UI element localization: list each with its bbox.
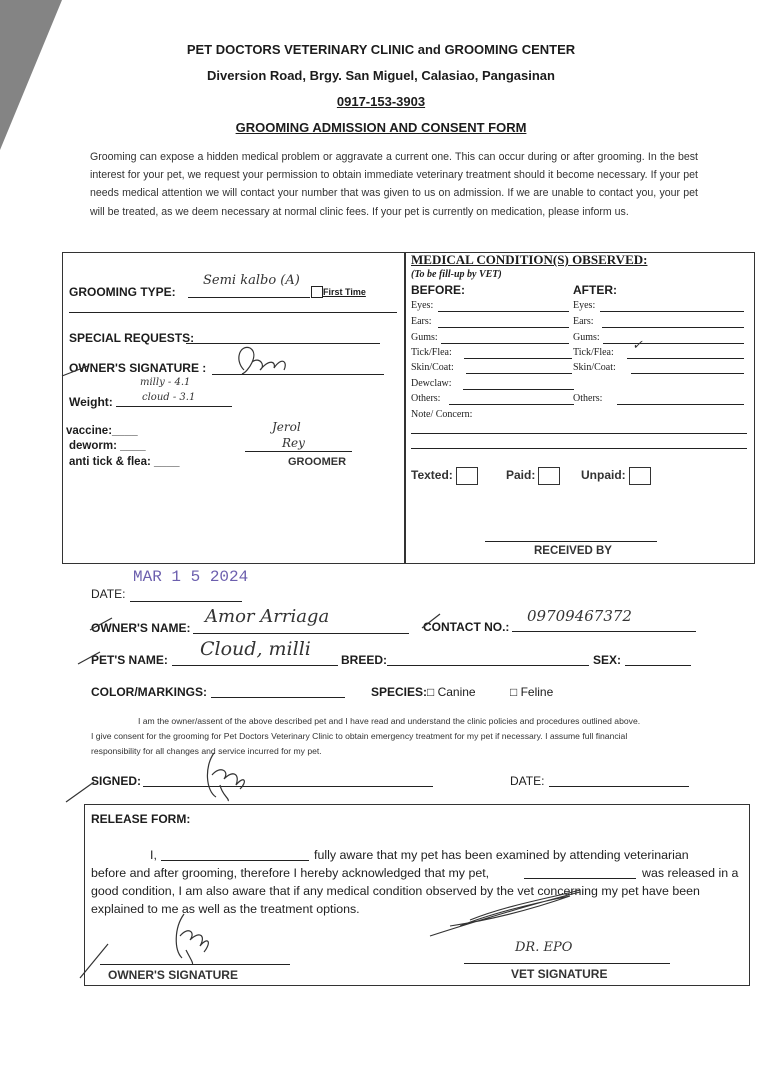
- texted-field[interactable]: [411, 467, 478, 485]
- signed-tick: [64, 778, 104, 804]
- after-item-label: Others:: [573, 393, 603, 404]
- owner-signature-scribble: [230, 340, 300, 380]
- before-item-label: Gums:: [411, 332, 438, 343]
- contact-line: [512, 631, 696, 632]
- after-item-label: Skin/Coat:: [573, 362, 616, 373]
- release-name-line: [161, 860, 309, 861]
- note-line-1: [411, 433, 747, 434]
- before-item-label: Tick/Flea:: [411, 347, 452, 358]
- after-item-line[interactable]: [602, 327, 744, 328]
- sex-line: [625, 665, 691, 666]
- species-label: SPECIES:: [371, 685, 428, 699]
- vaccine-label: vaccine:____: [66, 425, 138, 437]
- before-item-line[interactable]: [438, 327, 569, 328]
- anti-tick-label: anti tick & flea: ____: [69, 456, 180, 468]
- groomer-line: [245, 451, 352, 452]
- before-item-line[interactable]: [449, 404, 574, 405]
- contact-value[interactable]: 09709467372: [527, 607, 632, 625]
- before-item-label: Dewclaw:: [411, 378, 452, 389]
- after-item-line[interactable]: [617, 404, 744, 405]
- after-item-line[interactable]: [600, 311, 744, 312]
- before-item-line[interactable]: [463, 389, 574, 390]
- release-text-1b: fully aware that my pet has been examined by attending veterinarian: [314, 848, 689, 862]
- owner-name-value[interactable]: Amor Arriaga: [205, 606, 330, 627]
- paid-field[interactable]: [506, 467, 560, 485]
- consent-line-2: I give consent for the grooming for Pet Doctors Veterinary Clinic to obtain emergency treatment for my pet if necessary. I assume full financial: [91, 731, 628, 741]
- consent-line-1: I am the owner/assent of the above described pet and I have read and understand the clinic policies and procedures outlined above.: [138, 716, 641, 726]
- clinic-phone: 0917-153-3903: [336, 94, 426, 109]
- pet-name-tick: [76, 650, 106, 666]
- species-feline-option[interactable]: □ Feline: [510, 685, 554, 699]
- clinic-name: PET DOCTORS VETERINARY CLINIC and GROOMING CENTER: [186, 42, 576, 57]
- date-line: [130, 601, 242, 602]
- clinic-address: Diversion Road, Brgy. San Miguel, Calasiao, Pangasinan: [207, 68, 555, 83]
- owner-signature-tick: [60, 360, 100, 380]
- note-line-2: [411, 448, 747, 449]
- texted-label: Texted:: [411, 468, 453, 483]
- first-time-checkbox[interactable]: [311, 286, 323, 298]
- breed-label: BREED:: [341, 653, 388, 667]
- paid-label: Paid:: [506, 468, 536, 483]
- signed-signature-scribble: [200, 745, 260, 805]
- unpaid-checkbox[interactable]: [629, 467, 651, 485]
- grooming-type-label: GROOMING TYPE:: [69, 285, 176, 299]
- weight-label: Weight:: [69, 395, 113, 409]
- after-item-line[interactable]: [627, 358, 744, 359]
- before-item-label: Eyes:: [411, 300, 434, 311]
- release-text-4: explained to me as well as the treatment options.: [91, 902, 360, 916]
- intro-paragraph: Grooming can expose a hidden medical problem or aggravate a current one. This can occur during or after grooming. In the best interest for your pet, we request your permission to obtain immediate veterinary treatment should it become necessary. If your pet needs medical attention we will contact your number that was given to us on admission. If we are unable to contact you, your pet will be treated, as we deem necessary at normal clinic fees. If your pet is currently on medication, please inform us.: [90, 151, 698, 218]
- color-markings-line: [211, 697, 345, 698]
- special-requests-label: SPECIAL REQUESTS:: [69, 331, 195, 345]
- vet-signature-name: DR. EPO: [515, 940, 573, 955]
- received-by-label: RECEIVED BY: [534, 545, 612, 557]
- date2-line: [549, 786, 689, 787]
- owner-name-tick: [88, 616, 118, 632]
- release-title: RELEASE FORM:: [91, 812, 191, 826]
- weight-note-cloud[interactable]: cloud - 3.1: [142, 392, 196, 403]
- unpaid-field[interactable]: [581, 467, 651, 485]
- release-text-2b: was released in a: [642, 866, 739, 880]
- before-item-line[interactable]: [438, 311, 569, 312]
- after-item-line[interactable]: [603, 343, 744, 344]
- owner-name-line: [193, 633, 409, 634]
- grooming-type-line: [188, 297, 310, 298]
- after-label: AFTER:: [573, 283, 617, 297]
- breed-line: [387, 665, 589, 666]
- vet-sig-label: VET SIGNATURE: [511, 967, 608, 981]
- date-stamp: MAR 1 5 2024: [133, 568, 249, 586]
- groomer-name-2: Rey: [282, 436, 305, 450]
- contact-tick: [420, 612, 450, 630]
- medical-title: MEDICAL CONDITION(S) OBSERVED:: [411, 252, 648, 267]
- groomer-label: GROOMER: [288, 456, 347, 468]
- release-owner-sig-line: [100, 964, 290, 965]
- owner-signature-label: OWNER'S SIGNATURE :: [69, 361, 207, 375]
- release-text-i: I,: [150, 848, 157, 862]
- pet-name-value[interactable]: Cloud, milli: [200, 638, 311, 660]
- deworm-label: deworm: ____: [69, 440, 146, 452]
- release-text-2a: before and after grooming, therefore I hereby acknowledged that my pet,: [91, 866, 490, 880]
- release-pet-line: [524, 878, 636, 879]
- received-by-line: [485, 541, 657, 542]
- grooming-type-line-2: [69, 312, 397, 313]
- medical-condition-box: [404, 252, 755, 564]
- form-title: GROOMING ADMISSION AND CONSENT FORM: [235, 120, 527, 135]
- species-canine-option[interactable]: □ Canine: [427, 685, 476, 699]
- signed-line: [143, 786, 433, 787]
- after-item-label: Gums:: [573, 332, 600, 343]
- pet-name-line: [172, 665, 338, 666]
- unpaid-label: Unpaid:: [581, 468, 626, 483]
- after-item-label: Tick/Flea:: [573, 347, 614, 358]
- contact-label: CONTACT NO.:: [423, 620, 510, 634]
- vet-signature-scribble: [420, 880, 590, 940]
- before-label: BEFORE:: [411, 283, 465, 297]
- consent-line-3: responsibility for all changes and service incurred for my pet.: [91, 746, 322, 756]
- weight-line: [116, 406, 232, 407]
- sex-label: SEX:: [593, 653, 622, 667]
- before-item-line[interactable]: [464, 358, 572, 359]
- grooming-type-value[interactable]: Semi kalbo (A): [203, 273, 300, 288]
- date-label: DATE:: [91, 587, 126, 601]
- tickflea-after-check: ✓: [632, 338, 643, 353]
- signed-label: SIGNED:: [91, 774, 142, 788]
- before-item-line[interactable]: [466, 373, 572, 374]
- note-concern-label: Note/ Concern:: [411, 409, 473, 420]
- before-item-label: Skin/Coat:: [411, 362, 454, 373]
- release-owner-sig-label: OWNER'S SIGNATURE: [108, 968, 238, 982]
- before-item-label: Ears:: [411, 316, 432, 327]
- color-markings-label: COLOR/MARKINGS:: [91, 685, 207, 699]
- after-item-label: Eyes:: [573, 300, 596, 311]
- release-owner-signature-scribble: [168, 910, 218, 965]
- weight-note-milly: milly - 4.1: [140, 377, 191, 388]
- vet-sig-line: [464, 963, 670, 964]
- after-item-label: Ears:: [573, 316, 594, 327]
- pet-name-label: PET'S NAME:: [91, 653, 168, 667]
- first-time-label: First Time: [323, 287, 366, 297]
- owner-name-label: OWNER'S NAME:: [91, 621, 191, 635]
- groomer-name-1: Jerol: [272, 420, 301, 434]
- release-text-3: good condition, I am also aware that if any medical condition observed by the vet concerning my pet have been: [91, 884, 700, 898]
- before-item-line[interactable]: [441, 343, 569, 344]
- date2-label: DATE:: [510, 774, 545, 788]
- after-item-line[interactable]: [631, 373, 744, 374]
- before-item-label: Others:: [411, 393, 441, 404]
- paid-checkbox[interactable]: [538, 467, 560, 485]
- medical-subtitle: (To be fill-up by VET): [411, 269, 502, 280]
- texted-checkbox[interactable]: [456, 467, 478, 485]
